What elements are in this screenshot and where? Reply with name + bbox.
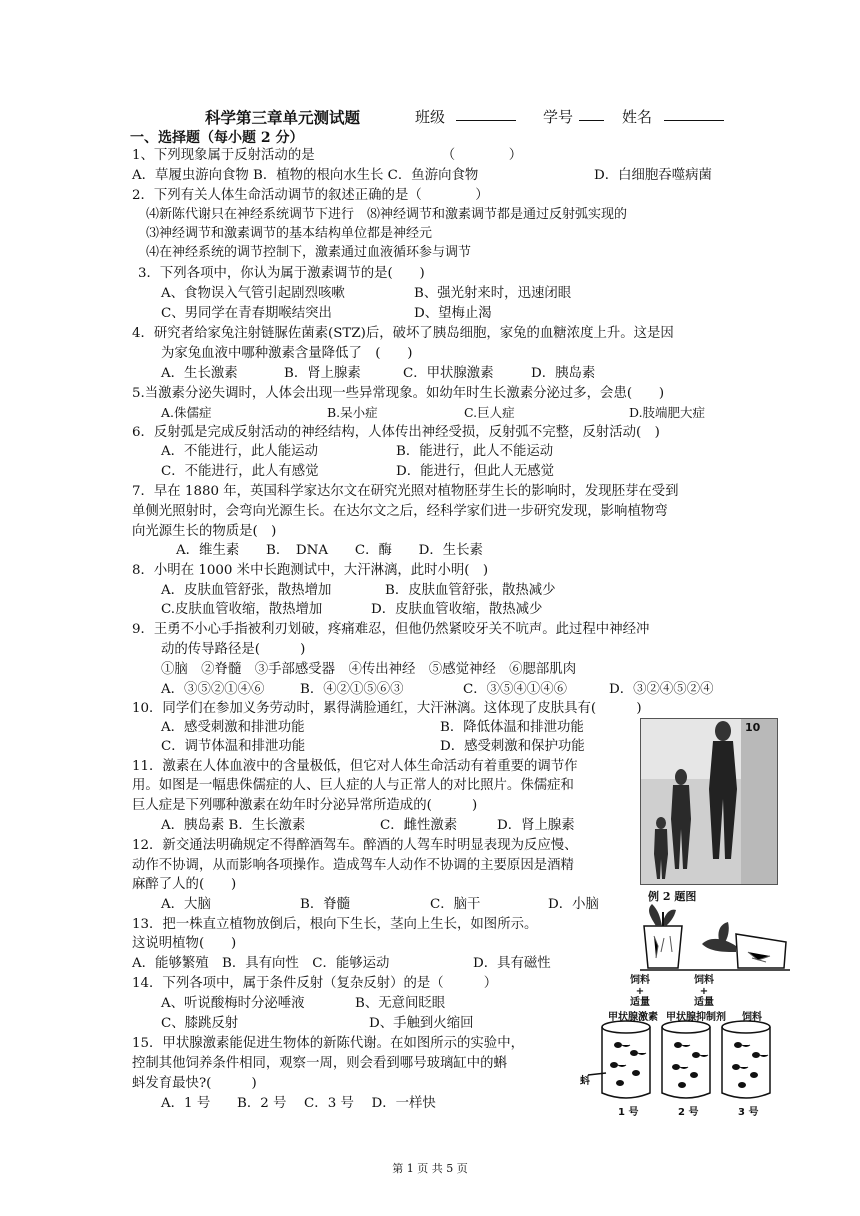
option-text: D．③②④⑤②④ xyxy=(609,682,714,697)
option-text: A．皮肤血管舒张，散热增加 xyxy=(161,583,332,598)
jar2-caption-line: + xyxy=(699,986,709,997)
option-text: A．能够繁殖 B．具有向性 C．能够运动 xyxy=(132,956,390,971)
question-text: 11．激素在人体血液中的含量极低，但它对人体生命活动有着重要的调节作 xyxy=(132,759,578,774)
option-text: D、望梅止渴 xyxy=(414,306,492,321)
question-text: 9．王勇不小心手指被利刃划破，疼痛难忍，但他仍然紧咬牙关不吭声。此过程中神经冲 xyxy=(132,622,650,637)
option-text: D.肢端肥大症 xyxy=(629,405,706,420)
option-text: A．③⑤②①④⑥ xyxy=(161,682,265,697)
jar1-label: 1 号 xyxy=(618,1107,639,1118)
page-title: 科学第三章单元测试题 xyxy=(205,108,361,127)
question-text: 动作不协调，从而影响各项操作。造成驾车人动作不协调的主要原因是酒精 xyxy=(132,858,574,873)
option-text: D．胰岛素 xyxy=(531,366,596,381)
option-text: C、膝跳反射 xyxy=(161,1016,239,1031)
jar2-caption-line: 甲状腺抑制剂 xyxy=(666,1012,726,1023)
option-text: A．不能进行，此人能运动 xyxy=(161,444,318,459)
option-text: B．④②①⑤⑥③ xyxy=(300,682,404,697)
option-text: D．皮肤血管收缩，散热减少 xyxy=(371,602,543,617)
height-comparison-photo xyxy=(640,718,778,885)
question-text: 12．新交通法明确规定不得醉酒驾车。醉酒的人驾车时明显表现为反应慢、 xyxy=(132,838,578,853)
question-text: 这说明植物( ) xyxy=(132,936,237,951)
option-text: A．大脑 xyxy=(161,897,211,912)
question-text: 巨人症是下列哪种激素在幼年时分泌异常所造成的( ) xyxy=(132,798,478,813)
question-text: 动的传导路径是( ) xyxy=(161,642,306,657)
option-text: A．1 号 B．2 号 C．3 号 D．一样快 xyxy=(161,1096,436,1111)
name-label: 姓名 xyxy=(622,108,653,126)
option-text: ⑷新陈代谢只在神经系统调节下进行 ⑻神经调节和激素调节都是通过反射弧实现的 xyxy=(146,207,628,222)
section-heading: 一、选择题（每小题 2 分） xyxy=(130,130,304,146)
option-text: ⑷在神经系统的调节控制下，激素通过血液循环参与调节 xyxy=(146,245,472,260)
jars-illustration xyxy=(580,975,780,1117)
jar1-caption-line: 饲料 xyxy=(630,975,650,986)
jar2-caption-line: 适量 xyxy=(694,997,714,1008)
photo-illustration xyxy=(641,719,777,884)
class-blank[interactable] xyxy=(456,106,516,121)
jar1-caption-line: + xyxy=(635,986,645,997)
plant-figure xyxy=(640,886,790,972)
option-text: B．肾上腺素 xyxy=(284,366,361,381)
option-text: A．草履虫游向食物 B．植物的根向水生长 C．鱼游向食物 xyxy=(132,168,479,183)
option-text: B．降低体温和排泄功能 xyxy=(440,720,584,735)
page-footer: 第 1 页 共 5 页 xyxy=(392,1162,468,1175)
option-text: D．白细胞吞噬病菌 xyxy=(594,168,712,183)
option-text: D．感受刺激和保护功能 xyxy=(440,739,585,754)
option-text: B．能进行，此人不能运动 xyxy=(396,444,554,459)
question-text: 4．研究者给家兔注射链脲佐菌素(STZ)后，破坏了胰岛细胞，家兔的血糖浓度上升。这是因 xyxy=(132,326,674,341)
option-text: A、食物误入气管引起剧烈咳嗽 xyxy=(161,286,345,301)
plant-figure-caption: 例 2 题图 xyxy=(648,890,697,903)
question-text: 麻醉了人的( ) xyxy=(132,877,237,892)
question-text: 控制其他饲养条件相同，观察一周，则会看到哪号玻璃缸中的蝌 xyxy=(132,1056,507,1071)
option-text: B、强光射来时，迅速闭眼 xyxy=(414,286,572,301)
question-text: 13．把一株直立植物放倒后，根向下生长，茎向上生长，如图所示。 xyxy=(132,917,538,932)
option-text: A．维生素 B． DNA C．酶 D．生长素 xyxy=(176,543,483,558)
jar3-caption: 饲料 xyxy=(742,1012,762,1023)
option-text: A．感受刺激和排泄功能 xyxy=(161,720,305,735)
option-text: B、无意间眨眼 xyxy=(355,996,446,1011)
option-text: D．小脑 xyxy=(548,897,599,912)
question-text: 14．下列各项中，属于条件反射（复杂反射）的是（ ） xyxy=(132,976,498,991)
option-text: B.呆小症 xyxy=(327,405,378,420)
option-text: C.皮肤血管收缩，散热增加 xyxy=(161,602,323,617)
option-text: D．具有磁性 xyxy=(473,956,551,971)
option-text: C．③⑤④①④⑥ xyxy=(463,682,567,697)
question-text: 用。如图是一幅患侏儒症的人、巨人症的人与正常人的对比照片。侏儒症和 xyxy=(132,778,574,793)
question-text: 为家兔血液中哪种激素含量降低了 ( ) xyxy=(161,346,413,361)
option-text: A．胰岛素 B．生长激素 xyxy=(161,818,306,833)
option-text: A.侏儒症 xyxy=(161,405,212,420)
option-text: ①脑 ②脊髓 ③手部感受器 ④传出神经 ⑤感觉神经 ⑥腮部肌肉 xyxy=(161,662,577,677)
option-text: B．脊髓 xyxy=(300,897,351,912)
question-text: 7．早在 1880 年，英国科学家达尔文在研究光照对植物胚芽生长的影响时，发现胚芽在受到 xyxy=(132,484,679,499)
question-text: 5.当激素分泌失调时，人体会出现一些异常现象。如幼年时生长激素分泌过多，会患( ) xyxy=(132,386,665,401)
option-text: B．皮肤血管舒张，散热减少 xyxy=(385,583,556,598)
jar2-label: 2 号 xyxy=(678,1107,699,1118)
option-text: A．生长激素 xyxy=(161,366,238,381)
option-text: C．雌性激素 xyxy=(380,818,458,833)
option-text: C．脑干 xyxy=(430,897,481,912)
option-text: ⑶神经调节和激素调节的基本结构单位都是神经元 xyxy=(146,226,433,241)
question-text: 2．下列有关人体生命活动调节的叙述正确的是（ ） xyxy=(132,188,489,203)
option-text: D、手触到火缩回 xyxy=(369,1016,474,1031)
class-label: 班级 xyxy=(415,108,446,126)
question-text: 1、下列现象属于反射活动的是 （ ） xyxy=(132,148,523,163)
question-text: 单侧光照射时，会弯向光源生长。在达尔文之后，经科学家们进一步研究发现，影响植物弯 xyxy=(132,504,668,519)
tadpole-label: 蚪 xyxy=(580,1076,590,1087)
question-text: 蚪发育最快?( ) xyxy=(132,1076,257,1091)
name-blank[interactable] xyxy=(664,106,724,121)
option-text: C．调节体温和排泄功能 xyxy=(161,739,306,754)
question-text: 3．下列各项中，你认为属于激素调节的是( ) xyxy=(138,266,425,281)
jar1-caption-line: 适量 xyxy=(630,997,650,1008)
jar3-label: 3 号 xyxy=(738,1107,759,1118)
option-text: C．不能进行，此人有感觉 xyxy=(161,464,319,479)
question-text: 6．反射弧是完成反射活动的神经结构，人体传出神经受损，反射弧不完整，反射活动( ) xyxy=(132,425,660,440)
tadpole-experiment-figure xyxy=(580,975,780,1117)
question-text: 10．同学们在参加义务劳动时，累得满脸通红，大汗淋漓。这体现了皮肤具有( ) xyxy=(132,701,642,716)
question-text: 15．甲状腺激素能促进生物体的新陈代谢。在如图所示的实验中， xyxy=(132,1036,524,1051)
photo-number: 10 xyxy=(745,721,761,734)
jar2-caption-line: 饲料 xyxy=(694,975,714,986)
option-text: A、听说酸梅时分泌唾液 xyxy=(161,996,305,1011)
option-text: D．肾上腺素 xyxy=(497,818,575,833)
option-text: C．甲状腺激素 xyxy=(403,366,494,381)
student-id-blank[interactable] xyxy=(579,106,604,121)
student-id-label: 学号 xyxy=(543,108,574,126)
option-text: C、男同学在青春期喉结突出 xyxy=(161,306,332,321)
question-text: 向光源生长的物质是( ) xyxy=(132,524,277,539)
question-text: 8．小明在 1000 米中长跑测试中，大汗淋漓，此时小明( ) xyxy=(132,563,489,578)
jar1-caption-line: 甲状腺激素 xyxy=(608,1012,658,1023)
option-text: D．能进行，但此人无感觉 xyxy=(396,464,555,479)
option-text: C.巨人症 xyxy=(464,405,515,420)
